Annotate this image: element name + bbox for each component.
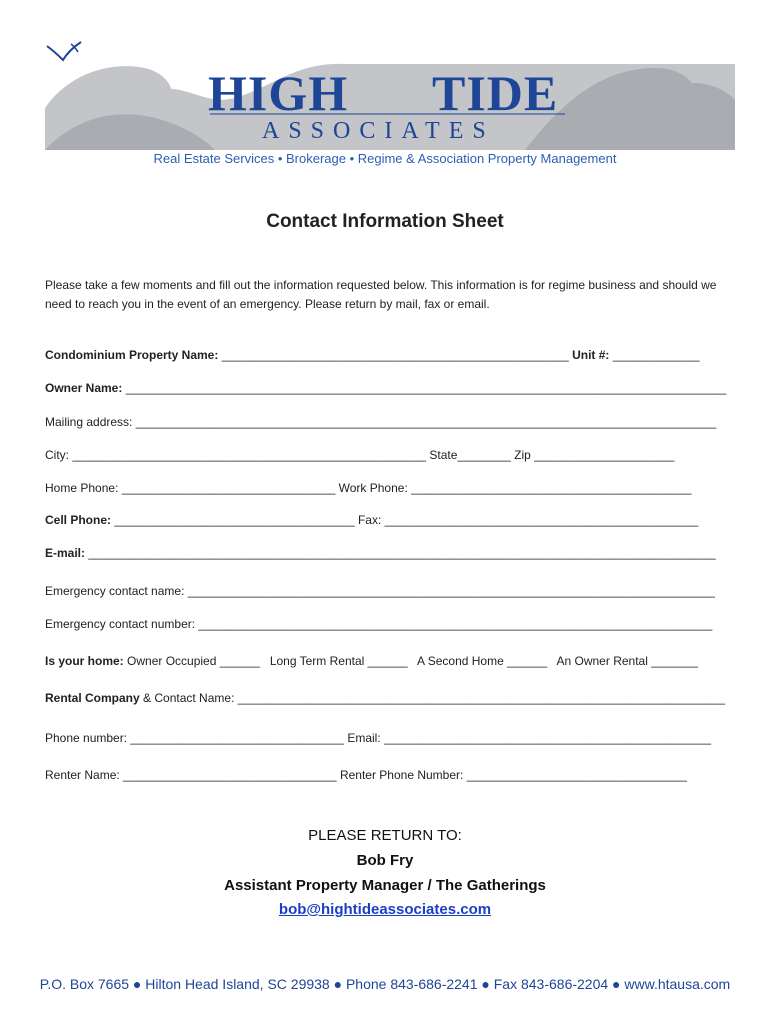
state-label: State (429, 448, 458, 462)
owner-rental-label: An Owner Rental (556, 654, 648, 668)
fax-field[interactable]: _______________________________________________ (384, 513, 699, 527)
emergency-number-label: Emergency contact number: (45, 617, 196, 631)
email-label: E-mail: (45, 546, 86, 560)
home-phone-field[interactable]: ________________________________ (121, 481, 336, 495)
home-phone-label: Home Phone: (45, 481, 119, 495)
return-role: Assistant Property Manager / The Gatherings (224, 877, 546, 894)
seagull-icon (45, 38, 85, 66)
long-term-rental-label: Long Term Rental (269, 654, 365, 668)
logo-associates-text: ASSOCIATES (262, 118, 495, 144)
rental-email-field[interactable]: _________________________________________________ (384, 731, 712, 745)
cell-label: Cell Phone: (45, 513, 112, 527)
owner-occupied-field[interactable]: ______ (219, 654, 260, 668)
logo-high-text: HIGH (208, 65, 349, 121)
mailing-row (45, 415, 735, 429)
company-tagline: Real Estate Services • Brokerage • Regime & Association Property Management (153, 151, 617, 166)
return-email-link[interactable]: bob@hightideassociates.com (278, 901, 492, 918)
home-type-label: Is your home: (45, 654, 124, 668)
owner-occupied-label: Owner Occupied (127, 654, 217, 668)
owner-row (45, 381, 735, 395)
emergency-number-field[interactable]: _____________________________________________________________________________ (198, 617, 713, 631)
work-phone-label: Work Phone: (338, 481, 408, 495)
email-row (45, 546, 735, 560)
zip-field[interactable]: _____________________ (534, 448, 675, 462)
second-home-field[interactable]: ______ (507, 654, 548, 668)
state-field[interactable]: ________ (457, 448, 511, 462)
renter-row (45, 768, 735, 782)
footer-contact: P.O. Box 7665 ● Hilton Head Island, SC 29938 ● Phone 843-686-2241 ● Fax 843-686-2204 ● www.htausa.com (39, 976, 731, 992)
return-name: Bob Fry (356, 852, 414, 869)
unit-label: Unit #: (572, 348, 610, 362)
zip-label: Zip (514, 448, 531, 462)
property-row (45, 348, 735, 362)
emergency-name-row (45, 584, 735, 598)
mailing-label: Mailing address: (45, 415, 133, 429)
phone-number-field[interactable]: ________________________________ (130, 731, 344, 745)
return-heading: PLEASE RETURN TO: (308, 827, 462, 844)
property-field[interactable]: ____________________________________________________ (221, 348, 569, 362)
work-phone-field[interactable]: __________________________________________ (411, 481, 692, 495)
rental-phone-row (45, 731, 735, 745)
cell-row (45, 513, 735, 527)
intro-paragraph: Please take a few moments and fill out the information requested below. This information is for regime business and should we need to reach you in the event of an emergency. Please return by mail, fax or email. (45, 278, 717, 311)
renter-name-field[interactable]: ________________________________ (123, 768, 337, 782)
email-field[interactable]: ______________________________________________________________________________________________ (88, 546, 716, 560)
city-label: City: (45, 448, 69, 462)
rental-email-label: Email: (347, 731, 381, 745)
rental-contact-label: & Contact Name: (143, 691, 235, 705)
property-label: Condominium Property Name: (45, 348, 219, 362)
second-home-label: A Second Home (417, 654, 504, 668)
phone-number-label: Phone number: (45, 731, 128, 745)
city-row (45, 448, 735, 462)
logo-tide-text: TIDE (432, 65, 559, 121)
owner-label: Owner Name: (45, 381, 123, 395)
rental-company-row (45, 691, 735, 705)
emergency-name-field[interactable]: _______________________________________________________________________________ (187, 584, 715, 598)
rental-company-field[interactable]: _________________________________________________________________________ (237, 691, 725, 705)
renter-name-label: Renter Name: (45, 768, 120, 782)
rental-company-label: Rental Company (45, 691, 140, 705)
city-field[interactable]: _____________________________________________________ (72, 448, 427, 462)
long-term-rental-field[interactable]: ______ (367, 654, 408, 668)
unit-field[interactable]: _____________ (612, 348, 700, 362)
home-type-row (45, 654, 735, 668)
emergency-number-row (45, 617, 735, 631)
emergency-name-label: Emergency contact name: (45, 584, 185, 598)
mailing-field[interactable]: _______________________________________________________________________________________ (135, 415, 717, 429)
return-to-block (0, 827, 770, 919)
owner-field[interactable]: __________________________________________________________________________________________ (125, 381, 727, 395)
cell-field[interactable]: ____________________________________ (114, 513, 355, 527)
renter-phone-label: Renter Phone Number: (339, 768, 464, 782)
phone-row (45, 481, 735, 495)
owner-rental-field[interactable]: _______ (651, 654, 698, 668)
page-title: Contact Information Sheet (266, 211, 504, 232)
renter-phone-field[interactable]: _________________________________ (466, 768, 687, 782)
fax-label: Fax: (357, 513, 382, 527)
